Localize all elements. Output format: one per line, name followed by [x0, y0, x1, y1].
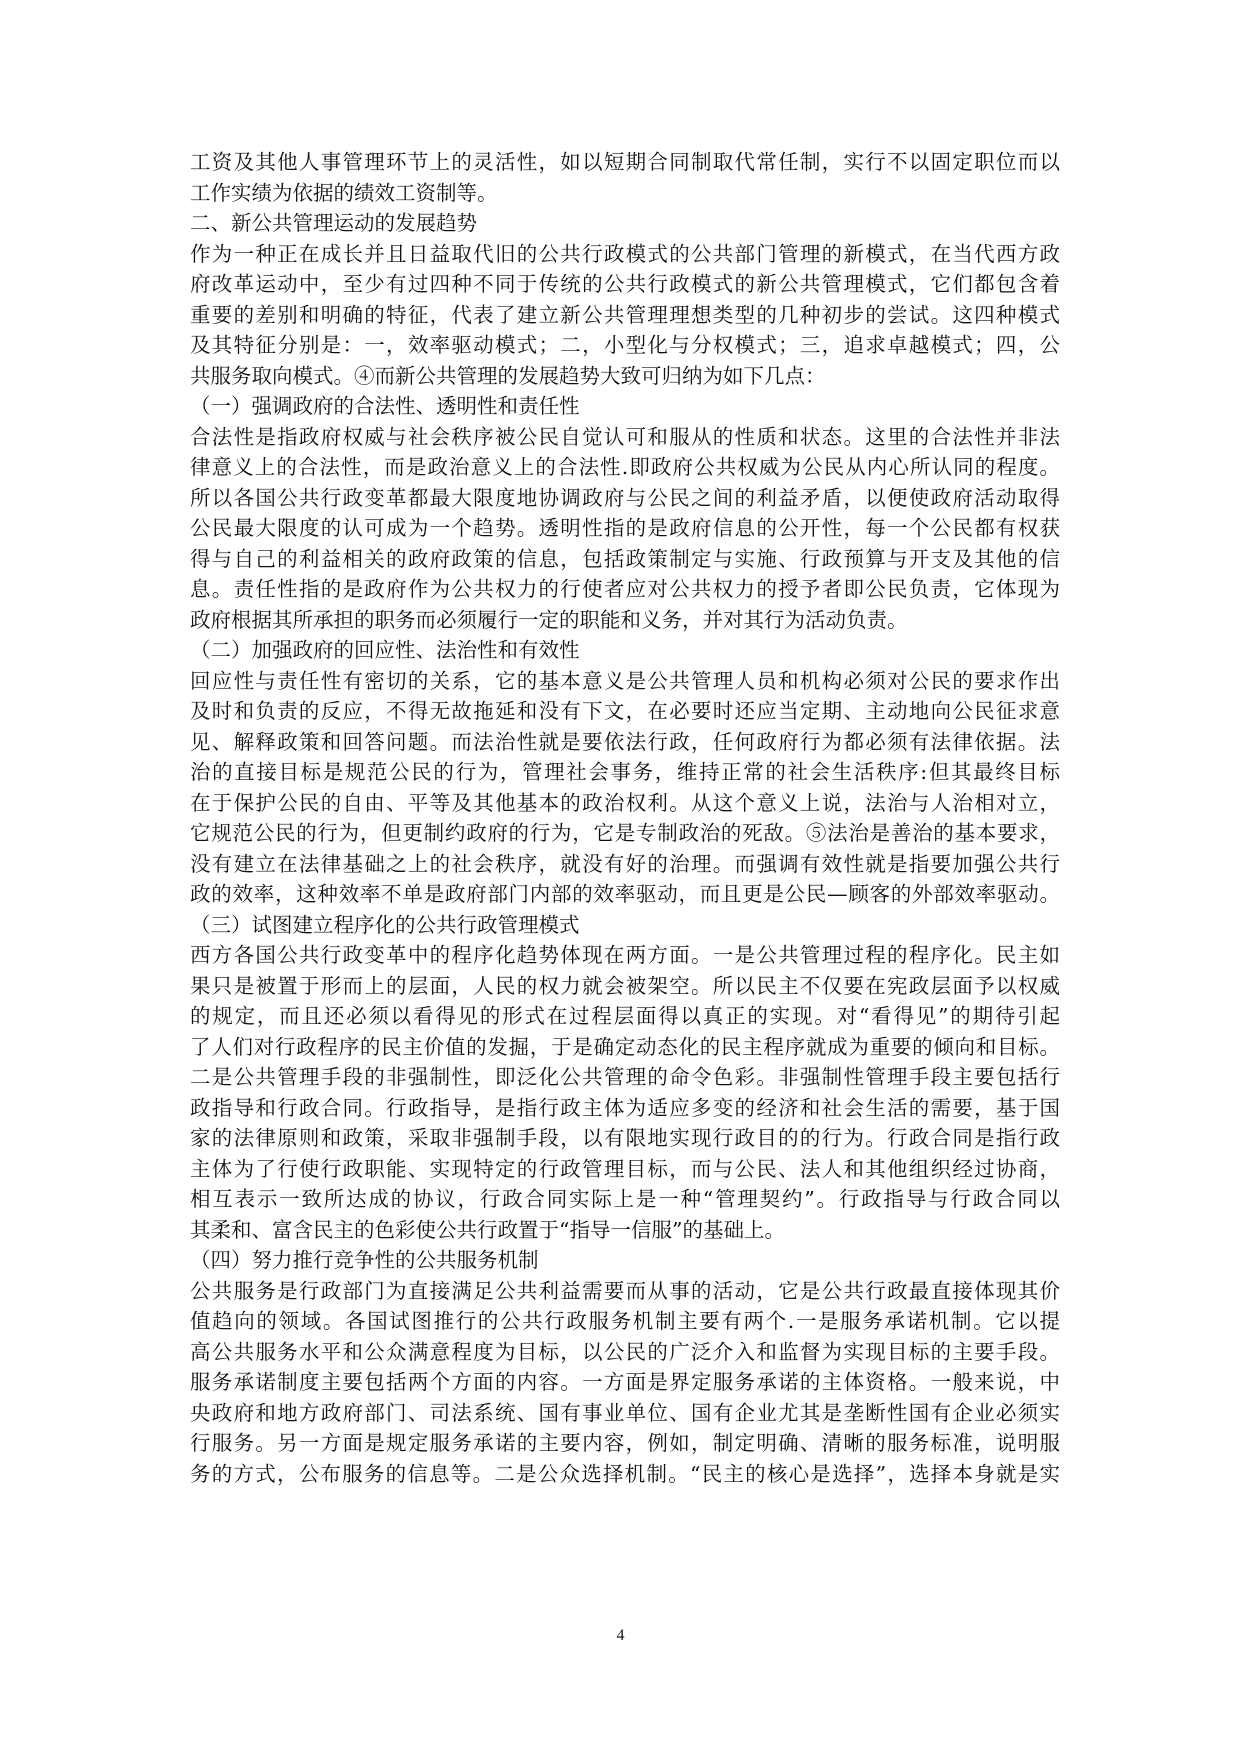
text-line: 家的法律原则和政策，采取非强制手段，以有限地实现行政目的的行为。行政合同是指行政	[190, 1126, 1060, 1150]
text-line: （四）努力推行竞争性的公共服务机制	[190, 1248, 539, 1272]
text-line: 西方各国公共行政变革中的程序化趋势体现在两方面。一是公共管理过程的程序化。民主如	[190, 943, 1060, 967]
text-line: 主体为了行使行政职能、实现特定的行政管理目标，而与公民、法人和其他组织经过协商，	[190, 1156, 1060, 1181]
text-line: 见、解释政策和回答问题。而法治性就是要依法行政，任何政府行为都必须有法律依据。法	[190, 729, 1060, 754]
text-line: 它规范公民的行为，但更制约政府的行为，它是专制政治的死敌。⑤法治是善治的基本要求，	[190, 821, 1060, 845]
text-line: 了人们对行政程序的民主价值的发掘，于是确定动态化的民主程序就成为重要的倾向和目标。	[190, 1034, 1060, 1059]
text-line: 果只是被置于形而上的层面，人民的权力就会被架空。所以民主不仅要在宪政层面予以权威	[190, 973, 1060, 998]
text-line: 值趋向的领域。各国试图推行的公共行政服务机制主要有两个.一是服务承诺机制。它以提	[190, 1309, 1060, 1333]
text-line: 府改革运动中，至少有过四种不同于传统的公共行政模式的新公共管理模式，它们都包含着	[190, 272, 1060, 296]
text-line: 服务承诺制度主要包括两个方面的内容。一方面是界定服务承诺的主体资格。一般来说，中	[190, 1370, 1060, 1394]
text-line: 政府根据其所承担的职务而必须履行一定的职能和义务，并对其行为活动负责。	[190, 607, 908, 632]
text-line: 央政府和地方政府部门、司法系统、国有事业单位、国有企业尤其是垄断性国有企业必须实	[190, 1400, 1060, 1425]
text-line: 回应性与责任性有密切的关系，它的基本意义是公共管理人员和机构必须对公民的要求作出	[190, 668, 1060, 693]
text-line: （三）试图建立程序化的公共行政管理模式	[190, 912, 580, 937]
text-line: 共服务取向模式。④而新公共管理的发展趋势大致可归纳为如下几点：	[190, 363, 826, 388]
text-line: 工作实绩为依据的绩效工资制等。	[190, 180, 498, 205]
text-line: 其柔和、富含民主的色彩使公共行政置于“指导一信服”的基础上。	[190, 1217, 785, 1242]
text-line: 公民最大限度的认可成为一个趋势。透明性指的是政府信息的公开性，每一个公民都有权获	[190, 516, 1060, 540]
text-line: 公共服务是行政部门为直接满足公共利益需要而从事的活动，它是公共行政最直接体现其价	[190, 1278, 1060, 1303]
text-line: 工资及其他人事管理环节上的灵活性，如以短期合同制取代常任制，实行不以固定职位而以	[190, 150, 1060, 174]
text-line: 及时和负责的反应，不得无故拖延和没有下文，在必要时还应当定期、主动地向公民征求意	[190, 699, 1060, 723]
text-line: 息。责任性指的是政府作为公共权力的行使者应对公共权力的授予者即公民负责，它体现为	[190, 577, 1060, 601]
text-line: 的规定，而且还必须以看得见的形式在过程层面得以真正的实现。对“看得见”的期待引起	[190, 1004, 1060, 1028]
text-line: 政指导和行政合同。行政指导，是指行政主体为适应多变的经济和社会生活的需要，基于国	[190, 1095, 1060, 1120]
page-number: 4	[616, 1627, 625, 1644]
text-line: 政的效率，这种效率不单是政府部门内部的效率驱动，而且更是公民—顾客的外部效率驱动。	[190, 882, 1060, 906]
text-line: 治的直接目标是规范公民的行为，管理社会事务，维持正常的社会生活秩序:但其最终目标	[190, 760, 1060, 784]
text-line: 高公共服务水平和公众满意程度为目标，以公民的广泛介入和监督为实现目标的主要手段。	[190, 1339, 1060, 1364]
text-line: 合法性是指政府权威与社会秩序被公民自觉认可和服从的性质和状态。这里的合法性并非法	[190, 424, 1060, 449]
text-line: 所以各国公共行政变革都最大限度地协调政府与公民之间的利益矛盾，以便使政府活动取得	[190, 485, 1060, 510]
text-line: 律意义上的合法性，而是政治意义上的合法性.即政府公共权威为公民从内心所认同的程度。	[190, 455, 1060, 479]
text-line: 重要的差别和明确的特征，代表了建立新公共管理理想类型的几种初步的尝试。这四种模式	[190, 302, 1060, 327]
document-body	[190, 147, 1060, 1489]
text-line: 二、新公共管理运动的发展趋势	[190, 211, 477, 235]
text-line: 务的方式，公布服务的信息等。二是公众选择机制。“民主的核心是选择”，选择本身就是实	[190, 1461, 1060, 1486]
text-line: 二是公共管理手段的非强制性，即泛化公共管理的命令色彩。非强制性管理手段主要包括行	[190, 1065, 1060, 1089]
text-line: 行服务。另一方面是规定服务承诺的主要内容，例如，制定明确、清晰的服务标准，说明服	[190, 1431, 1060, 1455]
text-line: 得与自己的利益相关的政府政策的信息，包括政策制定与实施、行政预算与开支及其他的信	[190, 546, 1060, 571]
text-line: 没有建立在法律基础之上的社会秩序，就没有好的治理。而强调有效性就是指要加强公共行	[190, 851, 1060, 876]
text-line: 在于保护公民的自由、平等及其他基本的政治权利。从这个意义上说，法治与人治相对立，	[190, 790, 1060, 815]
text-line: 及其特征分别是：一，效率驱动模式；二，小型化与分权模式；三，追求卓越模式；四，公	[190, 333, 1060, 357]
text-line: 相互表示一致所达成的协议，行政合同实际上是一种“管理契约”。行政指导与行政合同以	[190, 1187, 1060, 1211]
text-line: （一）强调政府的合法性、透明性和责任性	[190, 394, 580, 418]
text-line: 作为一种正在成长并且日益取代旧的公共行政模式的公共部门管理的新模式，在当代西方政	[190, 241, 1060, 266]
text-line: （二）加强政府的回应性、法治性和有效性	[190, 638, 580, 662]
